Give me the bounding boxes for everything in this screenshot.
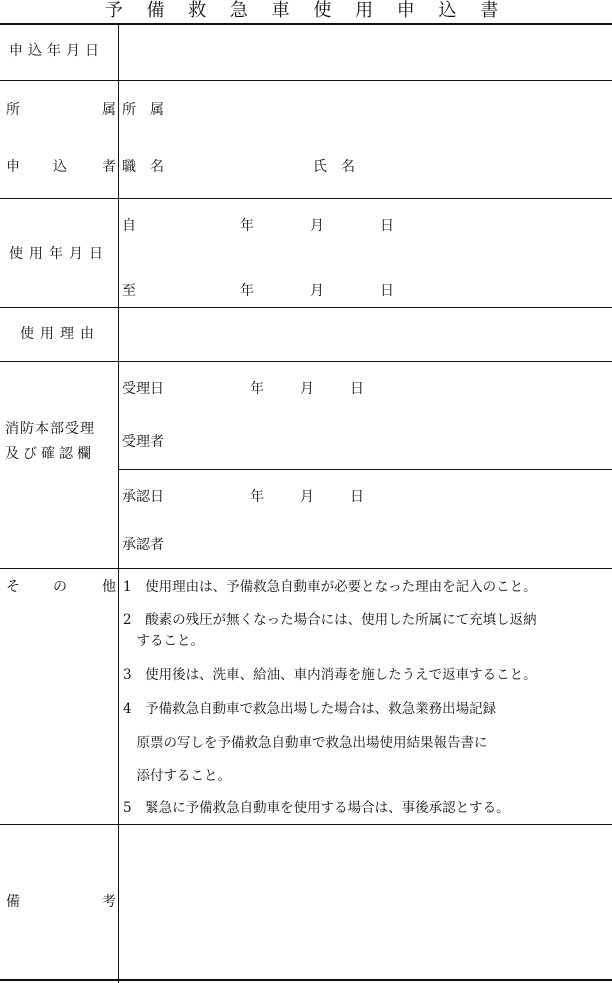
to-year: 年 xyxy=(240,283,254,299)
row-divider xyxy=(119,469,612,470)
other-label-3: 他 xyxy=(102,579,116,595)
note-line: 添付すること。 xyxy=(123,768,231,784)
fire-hq-label-line2: 及び確認欄 xyxy=(5,446,95,462)
from-year: 年 xyxy=(240,218,254,234)
other-label-1: そ xyxy=(6,579,20,595)
application-date-field[interactable] xyxy=(120,27,610,79)
from-day: 日 xyxy=(380,218,394,234)
usage-reason-field[interactable] xyxy=(120,308,610,360)
remarks-field[interactable] xyxy=(120,825,610,980)
received-year: 年 xyxy=(250,381,264,397)
approved-month: 月 xyxy=(300,489,314,505)
row-divider xyxy=(0,361,612,362)
applicant-label-1: 申 xyxy=(6,159,20,175)
from-month: 月 xyxy=(310,218,324,234)
label-column-divider xyxy=(118,25,119,983)
affiliation-label-right: 属 xyxy=(102,102,116,118)
received-month: 月 xyxy=(300,381,314,397)
note-line: 原票の写しを予備救急自動車で救急出場使用結果報告書に xyxy=(123,735,488,751)
approved-day: 日 xyxy=(350,489,364,505)
note-line: 4 予備救急自動車で救急出場した場合は、救急業務出場記録 xyxy=(123,701,497,717)
other-label-2: の xyxy=(53,579,67,595)
application-form xyxy=(0,23,612,981)
to-month: 月 xyxy=(310,283,324,299)
note-line: 5 緊急に予備救急自動車を使用する場合は、事後承認とする。 xyxy=(123,800,510,816)
name-field-label: 氏 名 xyxy=(313,159,355,175)
applicant-label-3: 者 xyxy=(102,159,116,175)
approved-date-label: 承認日 xyxy=(122,489,164,505)
usage-date-label: 使用年月日 xyxy=(9,246,109,262)
row-divider xyxy=(0,198,612,199)
received-day: 日 xyxy=(350,381,364,397)
position-field-label: 職 名 xyxy=(122,159,164,175)
applicant-label-2: 込 xyxy=(53,159,67,175)
note-line: 1 使用理由は、予備救急自動車が必要となった理由を記入のこと。 xyxy=(123,579,537,595)
affiliation-label-left: 所 xyxy=(6,102,20,118)
received-date-label: 受理日 xyxy=(122,381,164,397)
row-divider xyxy=(0,568,612,569)
receiver-label: 受理者 xyxy=(122,434,164,450)
note-line: すること。 xyxy=(123,633,204,649)
fire-hq-label-line1: 消防本部受理 xyxy=(5,421,95,437)
note-line: 3 使用後は、洗車、給油、車内消毒を施したうえで返車すること。 xyxy=(123,667,537,683)
usage-reason-label: 使用理由 xyxy=(20,326,100,342)
approver-label: 承認者 xyxy=(122,537,164,553)
to-label: 至 xyxy=(122,283,136,299)
form-title: 予 備 救 急 車 使 用 申 込 書 xyxy=(104,0,508,21)
note-line: 2 酸素の残圧が無くなった場合には、使用した所属にて充填し返納 xyxy=(123,612,537,628)
application-date-label: 申込年月日 xyxy=(9,43,104,59)
approved-year: 年 xyxy=(250,489,264,505)
affiliation-field-label: 所 属 xyxy=(122,102,164,118)
remarks-label-1: 備 xyxy=(6,894,20,910)
from-label: 自 xyxy=(122,218,136,234)
to-day: 日 xyxy=(380,283,394,299)
row-divider xyxy=(0,80,612,81)
remarks-label-2: 考 xyxy=(102,894,116,910)
